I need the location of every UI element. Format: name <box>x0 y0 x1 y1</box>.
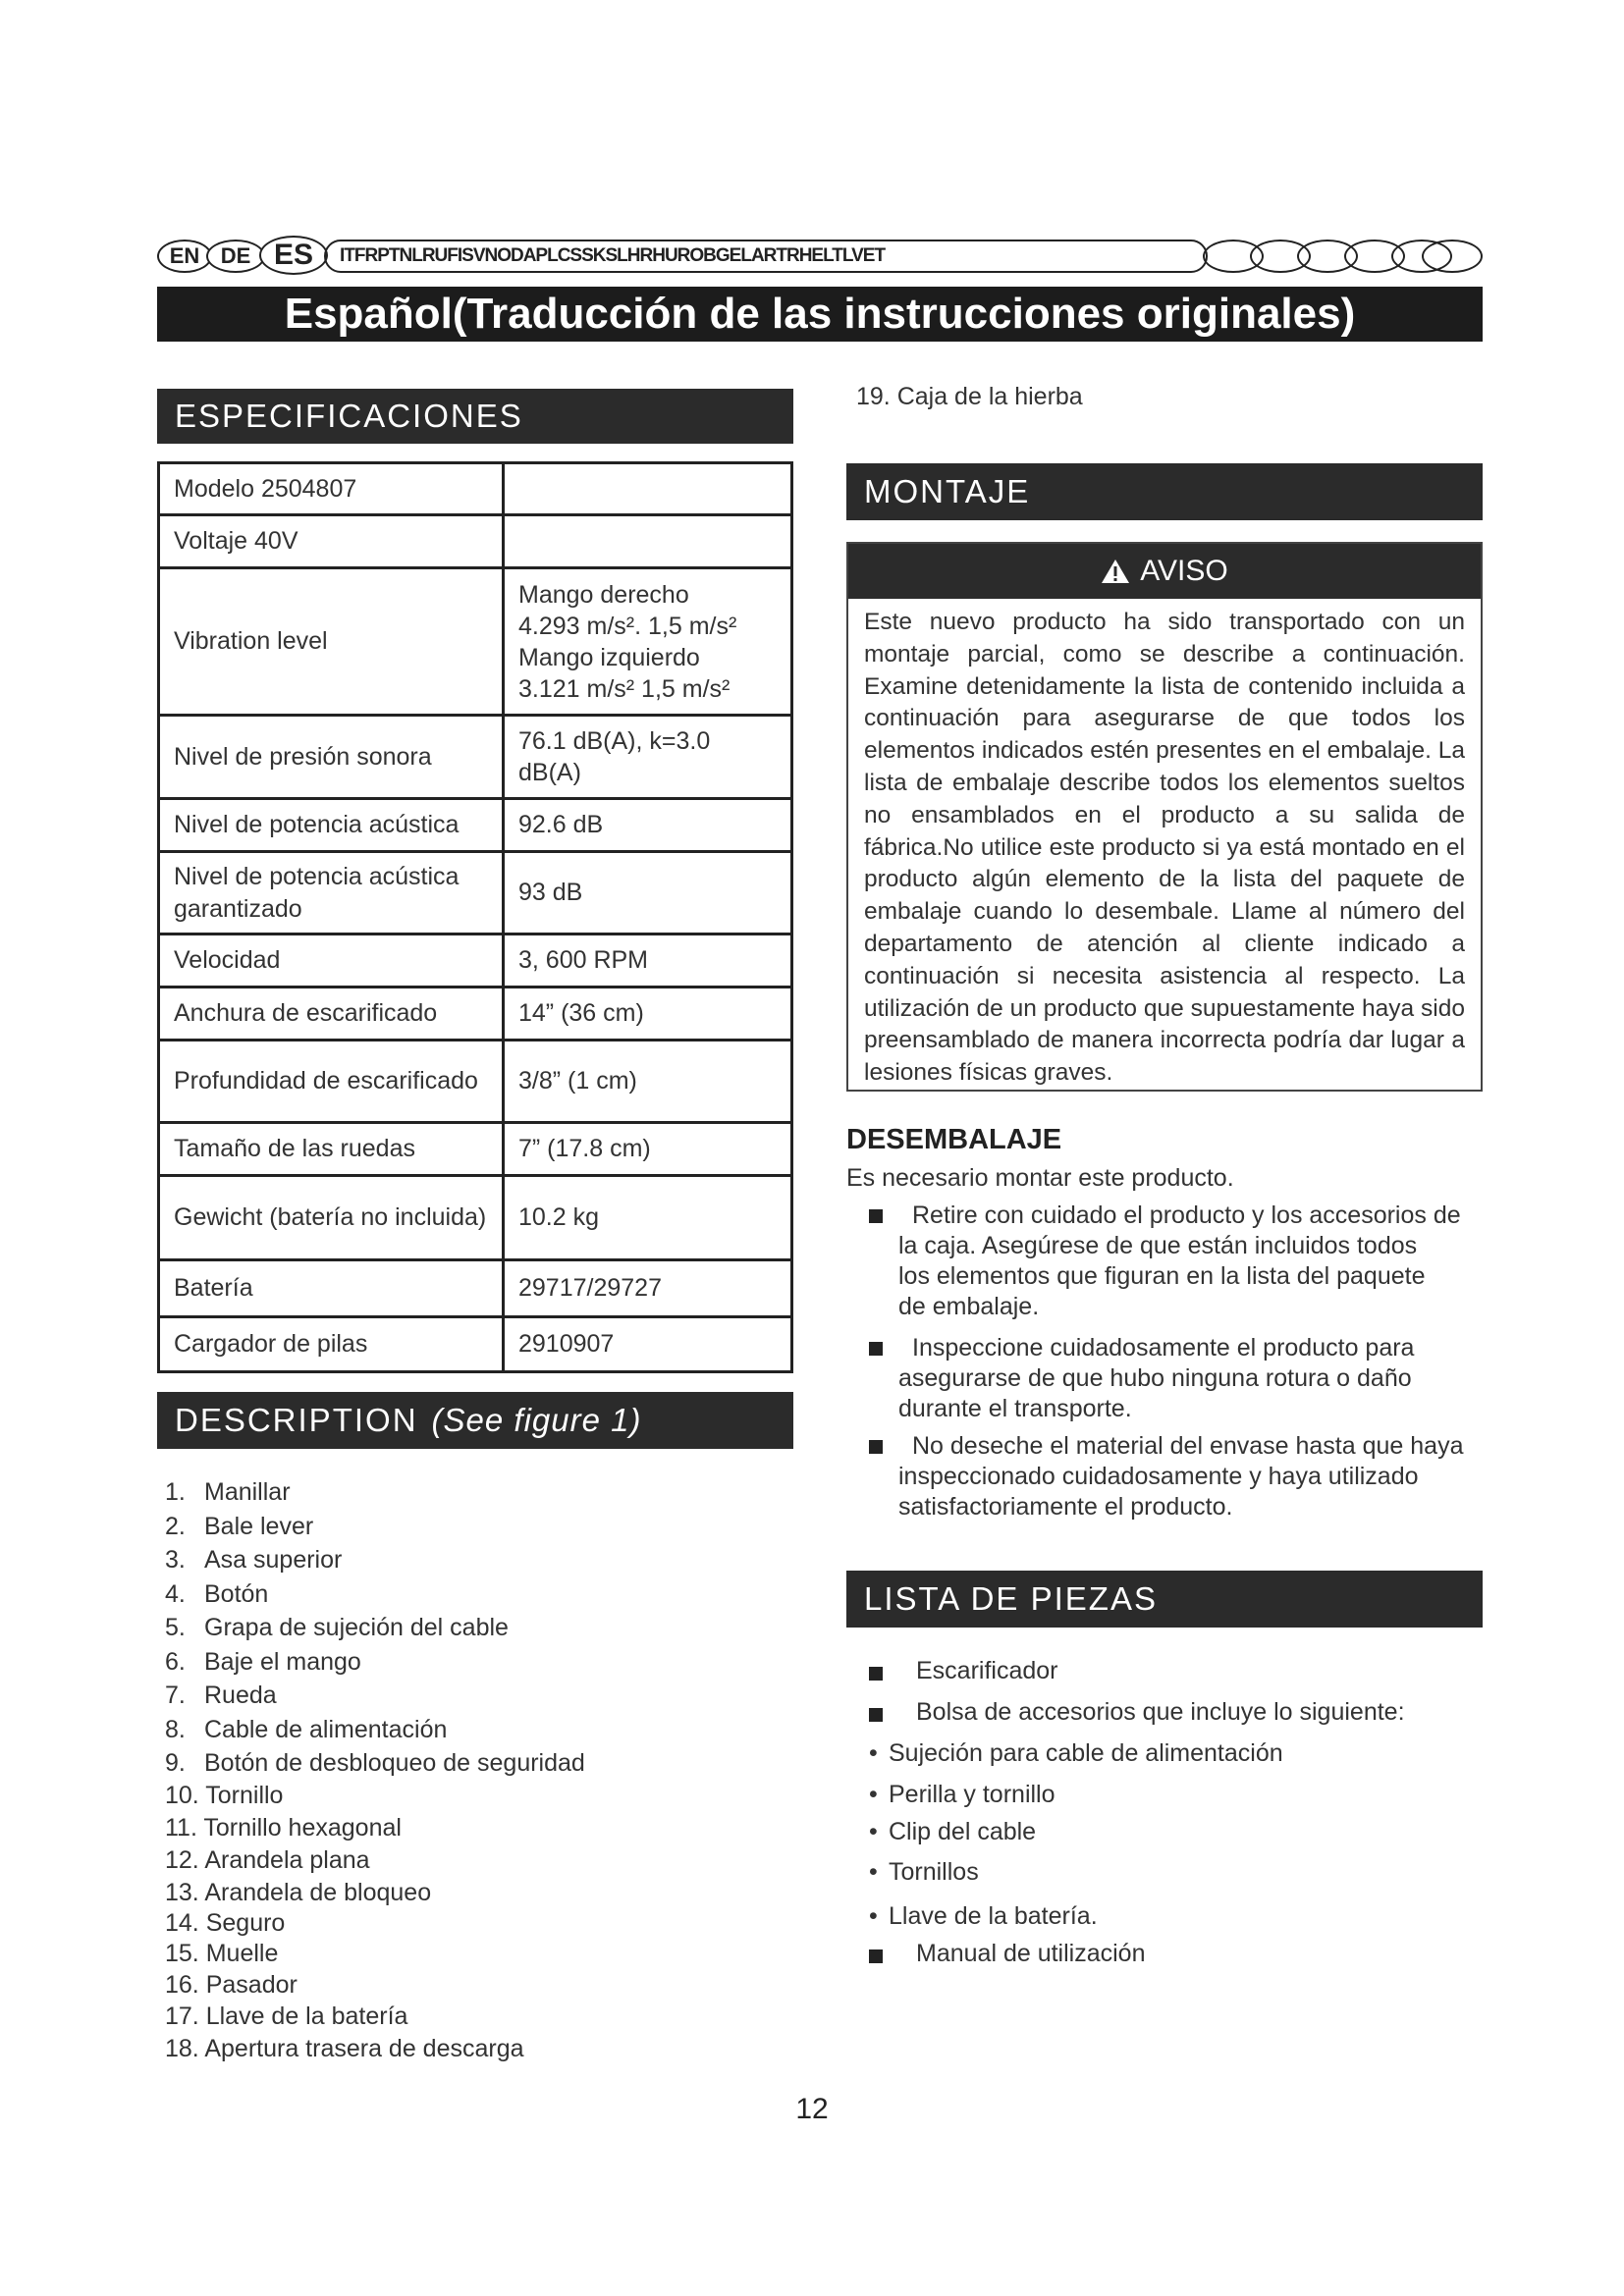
spec-value <box>504 568 792 716</box>
spec-value-line: Mango derecho <box>518 580 689 609</box>
list-item: 1. Manillar <box>165 1478 291 1506</box>
section-subheading: (See figure 1) <box>431 1402 642 1438</box>
spec-value <box>504 463 792 515</box>
description-list <box>165 1475 793 2065</box>
list-item: 9. Botón de desbloqueo de seguridad <box>165 1749 585 1777</box>
square-bullet-icon <box>869 1342 883 1356</box>
list-item: 18. Apertura trasera de descarga <box>165 2034 524 2062</box>
list-item: 15. Muelle <box>165 1939 279 1967</box>
list-item: 12. Arandela plana <box>165 1845 370 1874</box>
spec-row <box>159 988 792 1041</box>
spec-value: 93 dB <box>504 852 792 934</box>
spec-value: 7” (17.8 cm) <box>504 1123 792 1176</box>
spec-value: 2910907 <box>504 1317 792 1372</box>
desembalaje-intro: Es necesario montar este producto. <box>846 1164 1234 1192</box>
page-title: Español(Traducción de las instrucciones originales) <box>157 287 1483 342</box>
bullet-text: No deseche el material del envase hasta que haya inspeccionado cuidadosamente y haya utilizado satisfactoriamente el producto. <box>898 1432 1464 1521</box>
spec-row <box>159 852 792 934</box>
spec-key: Velocidad <box>159 934 504 988</box>
list-item: 14. Seguro <box>165 1908 286 1937</box>
spec-table <box>157 461 793 1373</box>
spec-value: 29717/29727 <box>504 1260 792 1317</box>
spec-key: Profundidad de escarificado <box>159 1041 504 1123</box>
description-item-19: 19. Caja de la hierba <box>856 383 1083 410</box>
lang-tab-es[interactable]: ES <box>259 236 328 275</box>
spec-key: Nivel de presión sonora <box>159 716 504 799</box>
section-lista-piezas <box>846 1571 1483 1628</box>
spec-row <box>159 1041 792 1123</box>
section-montaje <box>846 463 1483 520</box>
section-heading: MONTAJE <box>864 473 1031 509</box>
spec-value: 3/8” (1 cm) <box>504 1041 792 1123</box>
list-item: 7. Rueda <box>165 1682 277 1709</box>
spec-row <box>159 515 792 568</box>
spec-row <box>159 1317 792 1372</box>
bullet-item <box>869 1333 1497 1425</box>
section-heading: DESCRIPTION <box>175 1402 418 1438</box>
section-heading: LISTA DE PIEZAS <box>864 1580 1158 1617</box>
desembalaje-title: DESEMBALAJE <box>846 1124 1062 1155</box>
spec-key: Voltaje 40V <box>159 515 504 568</box>
spec-key: Nivel de potencia acústica garantizado <box>159 852 504 934</box>
spec-value-line: 4.293 m/s². 1,5 m/s² <box>518 612 737 640</box>
list-item: 13. Arandela de bloqueo <box>165 1878 432 1906</box>
bullet-text: Retire con cuidado el producto y los accesorios de la caja. Asegúrese de que están incluidos todos los elementos que figuran en la lista del paquete de embalaje. <box>898 1201 1461 1320</box>
spec-key: Modelo 2504807 <box>159 463 504 515</box>
dot-bullet-icon: • <box>869 1858 878 1886</box>
lang-tab-empty <box>1422 240 1483 273</box>
dot-bullet-icon: • <box>869 1818 878 1845</box>
aviso-header <box>848 544 1481 599</box>
page-number: 12 <box>795 2093 829 2125</box>
list-item: 5. Grapa de sujeción del cable <box>165 1614 509 1641</box>
spec-row <box>159 799 792 852</box>
dot-bullet-icon: • <box>869 1781 878 1808</box>
list-item: 8. Cable de alimentación <box>165 1715 448 1743</box>
spec-value-line: 3.121 m/s² 1,5 m/s² <box>518 674 731 703</box>
bullet-item <box>869 1201 1497 1322</box>
spec-value: 10.2 kg <box>504 1176 792 1260</box>
spec-key: Gewicht (batería no incluida) <box>159 1176 504 1260</box>
square-bullet-icon <box>869 1440 883 1454</box>
spec-value-line: Mango izquierdo <box>518 643 700 671</box>
spec-row <box>159 716 792 799</box>
spec-key: Cargador de pilas <box>159 1317 504 1372</box>
section-heading: ESPECIFICACIONES <box>175 398 523 434</box>
spec-value <box>504 515 792 568</box>
spec-value: 14” (36 cm) <box>504 988 792 1041</box>
section-especificaciones <box>157 389 793 444</box>
language-tabs <box>157 236 1483 279</box>
list-item: 10. Tornillo <box>165 1781 284 1809</box>
spec-value: 76.1 dB(A), k=3.0 dB(A) <box>504 716 792 799</box>
lang-tab-de[interactable]: DE <box>206 240 265 273</box>
list-item: 11. Tornillo hexagonal <box>165 1813 402 1842</box>
aviso-text: Este nuevo producto ha sido transportado con un montaje parcial, como se describe a continuación. Examine detenidamente la lista de contenido incluida a continuación para asegurarse de que todos los elementos indicados estén presentes en el embalaje. La lista de embalaje describe todos los elementos sueltos no ensamblados en el producto a su salida de fábrica.No utilice este producto si ya está montado en el producto algún elemento de la lista del paquete de embalaje cuando lo desembale. Llame al número del departamento de atención al cliente indicado a continuación si necesita asistencia al respecto. La utilización de un producto que supuestamente haya sido preensamblado de manera incorrecta podría dar lugar a lesiones físicas graves. <box>864 609 1465 1087</box>
bullet-item <box>869 1431 1497 1523</box>
section-description <box>157 1392 793 1449</box>
aviso-title: AVISO <box>1140 555 1228 587</box>
dot-bullet-icon: • <box>869 1902 878 1930</box>
lang-tabs-other[interactable]: ITFRPTNLRUFISVNODAPLCSSKSLHRHUROBGELARTRHELTLVET <box>324 240 1208 273</box>
list-item: 6. Baje el mango <box>165 1647 361 1676</box>
spec-key: Vibration level <box>159 568 504 716</box>
spec-row <box>159 463 792 515</box>
list-item: 2. Bale lever <box>165 1512 314 1540</box>
list-item: 4. Botón <box>165 1579 269 1608</box>
square-bullet-icon <box>869 1949 883 1963</box>
spec-key: Batería <box>159 1260 504 1317</box>
square-bullet-icon <box>869 1209 883 1223</box>
spec-row <box>159 568 792 716</box>
spec-row <box>159 1176 792 1260</box>
spec-row <box>159 1260 792 1317</box>
spec-row <box>159 1123 792 1176</box>
lang-tab-en[interactable]: EN <box>157 240 212 273</box>
spec-key: Anchura de escarificado <box>159 988 504 1041</box>
spec-row <box>159 934 792 988</box>
list-item: 3. Asa superior <box>165 1546 343 1574</box>
spec-key: Nivel de potencia acústica <box>159 799 504 852</box>
spec-key: Tamaño de las ruedas <box>159 1123 504 1176</box>
warning-triangle-icon <box>1101 558 1130 585</box>
dot-bullet-icon: • <box>869 1739 878 1767</box>
bullet-text: Inspeccione cuidadosamente el producto para asegurarse de que hubo ninguna rotura o daño durante el transporte. <box>898 1334 1415 1422</box>
aviso-box <box>846 542 1483 1092</box>
list-item: 17. Llave de la batería <box>165 2002 408 2030</box>
spec-value: 92.6 dB <box>504 799 792 852</box>
list-item: 16. Pasador <box>165 1970 298 1999</box>
square-bullet-icon <box>869 1667 883 1681</box>
spec-value: 3, 600 RPM <box>504 934 792 988</box>
square-bullet-icon <box>869 1708 883 1722</box>
